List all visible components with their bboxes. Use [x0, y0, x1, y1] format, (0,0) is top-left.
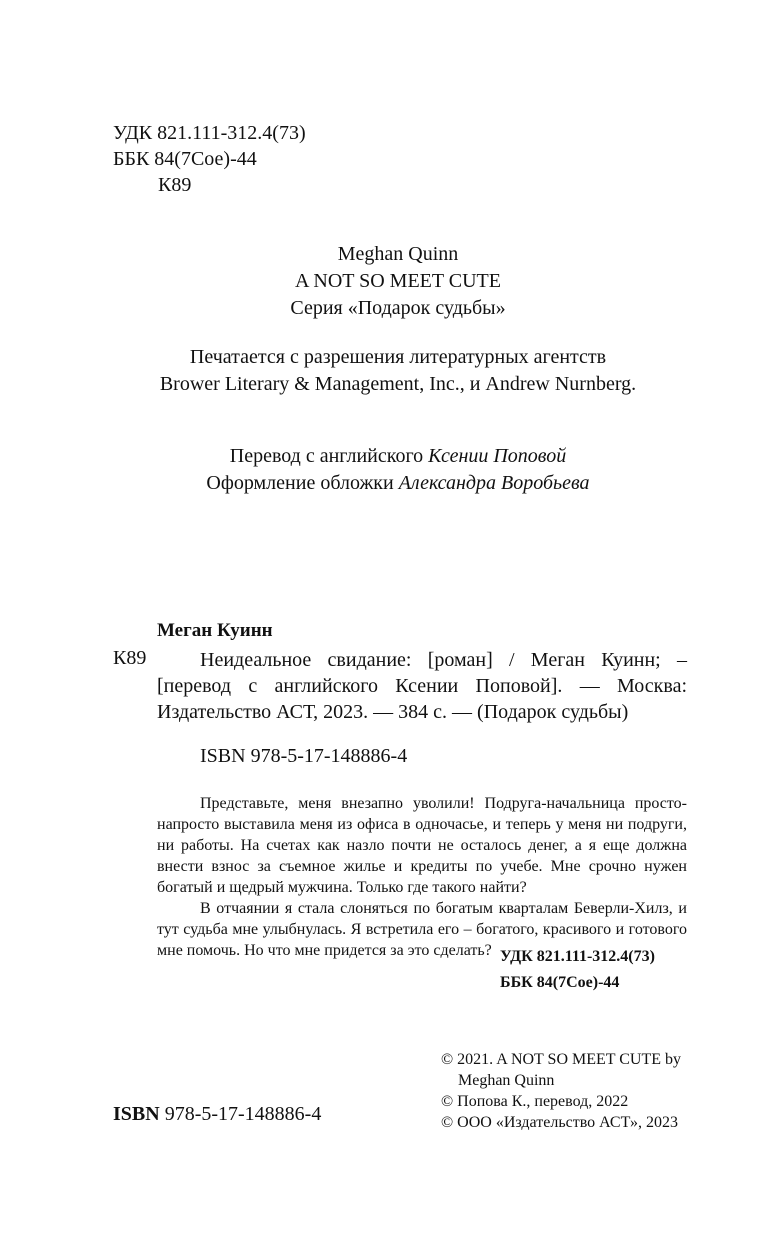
bottom-isbn	[113, 1103, 321, 1126]
catalog-mark: К89	[113, 647, 147, 669]
copyright-line-2: Meghan Quinn	[458, 1072, 555, 1089]
catalog-line-1: Неидеальное свидание: [роман] / Меган Куинн; –	[200, 649, 687, 671]
credits-block	[60, 443, 736, 497]
rights-line-1: Печатается с разрешения литературных агентств	[189, 346, 607, 368]
cover-prefix: Оформление обложки	[206, 472, 399, 494]
isbn-number: 978-5-17-148886-4	[159, 1103, 322, 1125]
catalog-line-2: [перевод с английского Ксении Поповой]. — Москва:	[157, 675, 687, 697]
copyright-line-1: © 2021. A NOT SO MEET CUTE by	[441, 1051, 682, 1068]
copyright-line-3: © Попова К., перевод, 2022	[441, 1093, 629, 1110]
copyright-line-4: © ООО «Издательство АСТ», 2023	[441, 1114, 678, 1131]
translator-prefix: Перевод с английского	[229, 445, 429, 467]
series-name: Серия «Подарок судьбы»	[290, 297, 506, 319]
bbk-code: ББК 84(7Сое)-44	[113, 148, 257, 170]
translator-line	[60, 443, 736, 470]
rights-line-2: Brower Literary & Management, Inc., и Andrew Nurnberg.	[159, 373, 637, 395]
original-title-block	[60, 241, 736, 322]
catalog-author-heading: Меган Куинн	[157, 620, 273, 641]
annotation-paragraph-1: Представьте, меня внезапно уволили! Подруга-начальница просто-напросто выставила меня из офиса в одночасье, и теперь у меня ни подруги, ни работы. На счетах как назло почти не осталось денег, а я еще должна внести взнос за съемное жилье и кредиты по учебе. Мне срочно нужен богатый и щедрый мужчина. Только где такого найти?	[157, 795, 687, 896]
cover-design-line	[60, 470, 736, 497]
catalog-entry	[157, 647, 687, 725]
annotation	[157, 793, 687, 961]
udk-code: УДК 821.111-312.4(73)	[113, 122, 306, 144]
original-author: Meghan Quinn	[337, 243, 459, 265]
cover-designer-name: Александра Воробьева	[398, 472, 590, 494]
original-title: A NOT SO MEET CUTE	[295, 270, 501, 292]
bottom-udk-code: УДК 821.111-312.4(73)	[500, 948, 655, 965]
translator-name: Ксении Поповой	[428, 445, 567, 467]
author-mark: К89	[158, 174, 192, 196]
annotation-paragraph-2: В отчаянии я стала слоняться по богатым кварталам Беверли-Хилз, и тут судьба мне улыбнулась. Я встретила его – богатого, красивого и готового мне помочь. Но что мне придется за это сделать?	[157, 900, 687, 959]
classification-codes	[113, 120, 306, 198]
bottom-bbk-code: ББК 84(7Сое)-44	[500, 974, 620, 991]
rights-block	[60, 344, 736, 398]
isbn-label: ISBN	[113, 1103, 160, 1125]
catalog-isbn: ISBN 978-5-17-148886-4	[200, 745, 408, 767]
catalog-line-3: Издательство АСТ, 2023. — 384 с. — (Подарок судьбы)	[157, 701, 629, 723]
copyright-block	[441, 1049, 681, 1133]
